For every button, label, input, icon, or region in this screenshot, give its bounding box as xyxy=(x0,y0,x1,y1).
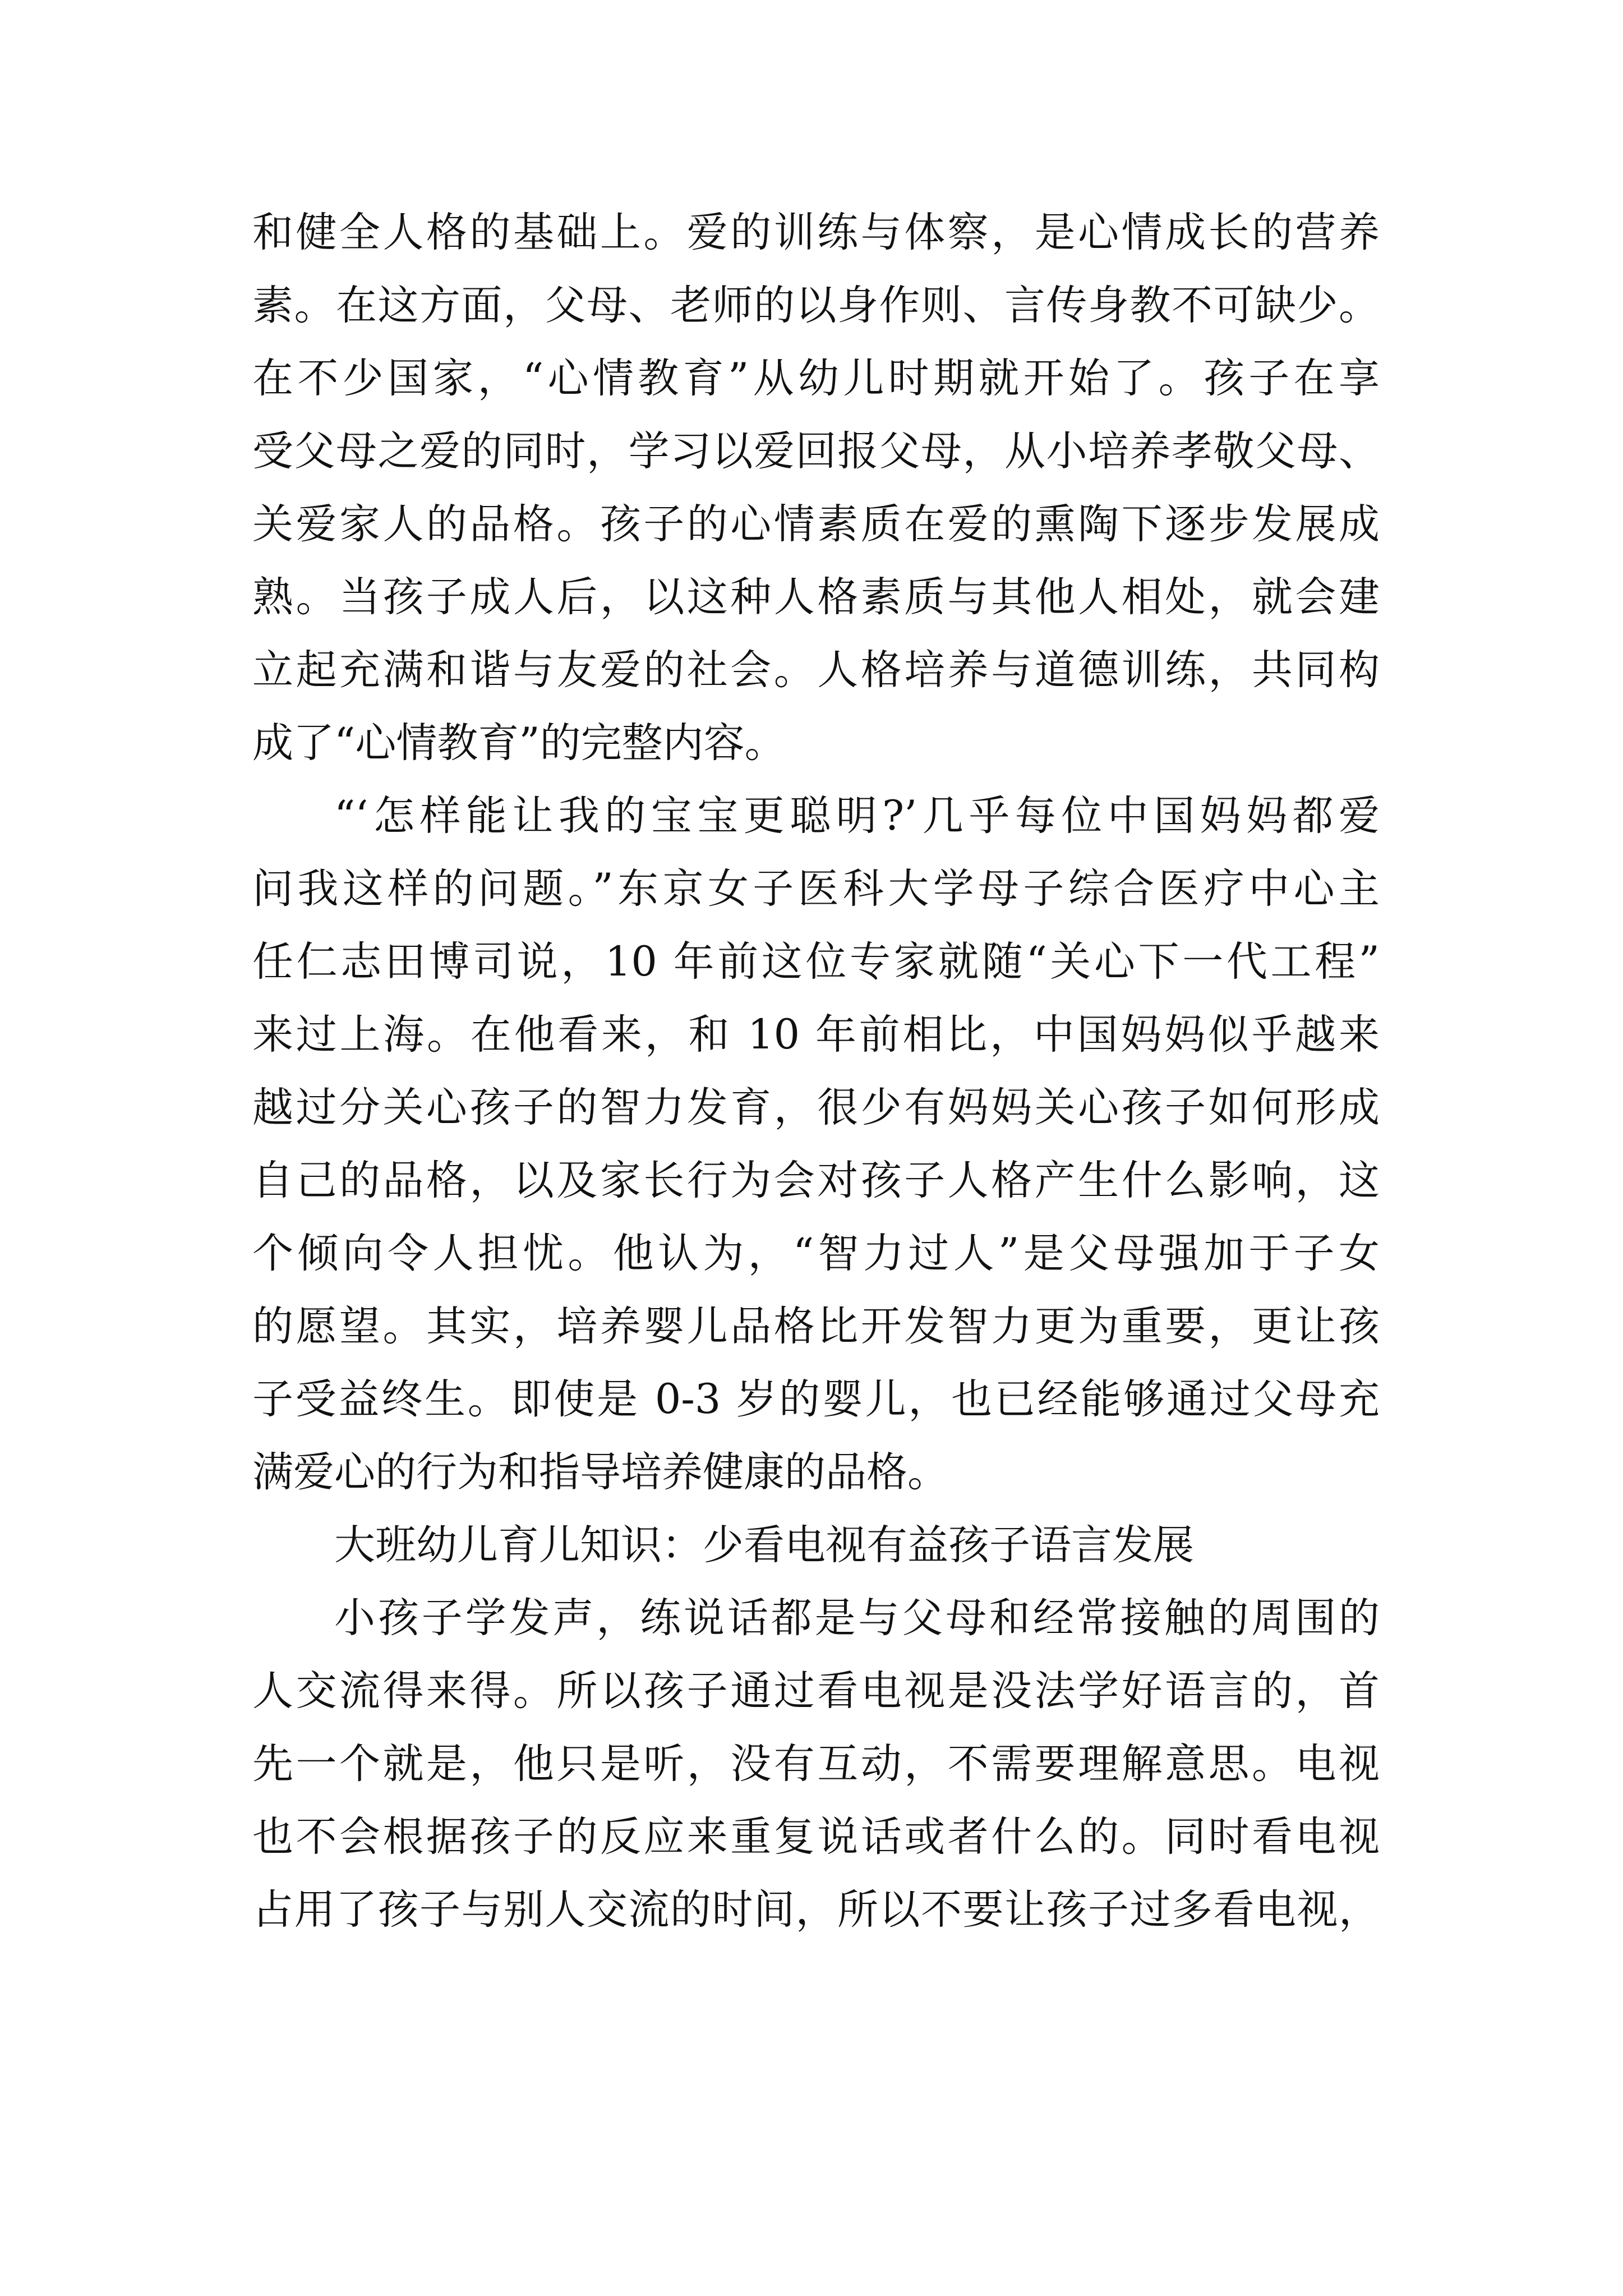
text-line: 子受益终生。即使是 0-3 岁的婴儿，也已经能够通过父母充 xyxy=(252,1375,1380,1423)
text-line: 任仁志田博司说，10 年前这位专家就随“关心下一代工程” xyxy=(252,938,1380,986)
text-line: 人交流得来得。所以孩子通过看电视是没法学好语言的，首 xyxy=(252,1667,1380,1715)
text-line: 素。在这方面，父母、老师的以身作则、言传身教不可缺少。 xyxy=(252,282,1380,329)
document-body xyxy=(252,196,1380,1947)
text-line: 占用了孩子与别人交流的时间，所以不要让孩子过多看电视， xyxy=(252,1886,1380,1934)
text-line: 的愿望。其实，培养婴儿品格比开发智力更为重要，更让孩 xyxy=(252,1303,1380,1350)
text-line: 在不少国家，“心情教育”从幼儿时期就开始了。孩子在享 xyxy=(252,355,1380,402)
text-line: 大班幼儿育儿知识：少看电视有益孩子语言发展 xyxy=(334,1521,1194,1569)
text-line: 越过分关心孩子的智力发育，很少有妈妈关心孩子如何形成 xyxy=(252,1084,1380,1131)
text-line: 满爱心的行为和指导培养健康的品格。 xyxy=(252,1448,948,1496)
text-line: “‘怎样能让我的宝宝更聪明?’几乎每位中国妈妈都爱 xyxy=(334,792,1380,840)
text-line: 自己的品格，以及家长行为会对孩子人格产生什么影响，这 xyxy=(252,1157,1380,1204)
text-line: 成了“心情教育”的完整内容。 xyxy=(252,719,786,767)
text-line: 先一个就是，他只是听，没有互动，不需要理解意思。电视 xyxy=(252,1740,1380,1788)
text-line: 问我这样的问题。”东京女子医科大学母子综合医疗中心主 xyxy=(252,865,1380,913)
text-line: 立起充满和谐与友爱的社会。人格培养与道德训练，共同构 xyxy=(252,646,1380,694)
text-line: 小孩子学发声，练说话都是与父母和经常接触的周围的 xyxy=(334,1594,1380,1642)
text-line: 关爱家人的品格。孩子的心情素质在爱的熏陶下逐步发展成 xyxy=(252,500,1380,548)
text-line: 也不会根据孩子的反应来重复说话或者什么的。同时看电视 xyxy=(252,1813,1380,1861)
text-line: 来过上海。在他看来，和 10 年前相比，中国妈妈似乎越来 xyxy=(252,1011,1380,1059)
text-line: 个倾向令人担忧。他认为，“智力过人”是父母强加于子女 xyxy=(252,1230,1380,1277)
text-line: 熟。当孩子成人后，以这种人格素质与其他人相处，就会建 xyxy=(252,573,1380,621)
text-line: 受父母之爱的同时，学习以爱回报父母，从小培养孝敬父母、 xyxy=(252,427,1380,475)
text-line: 和健全人格的基础上。爱的训练与体察，是心情成长的营养 xyxy=(252,209,1380,256)
